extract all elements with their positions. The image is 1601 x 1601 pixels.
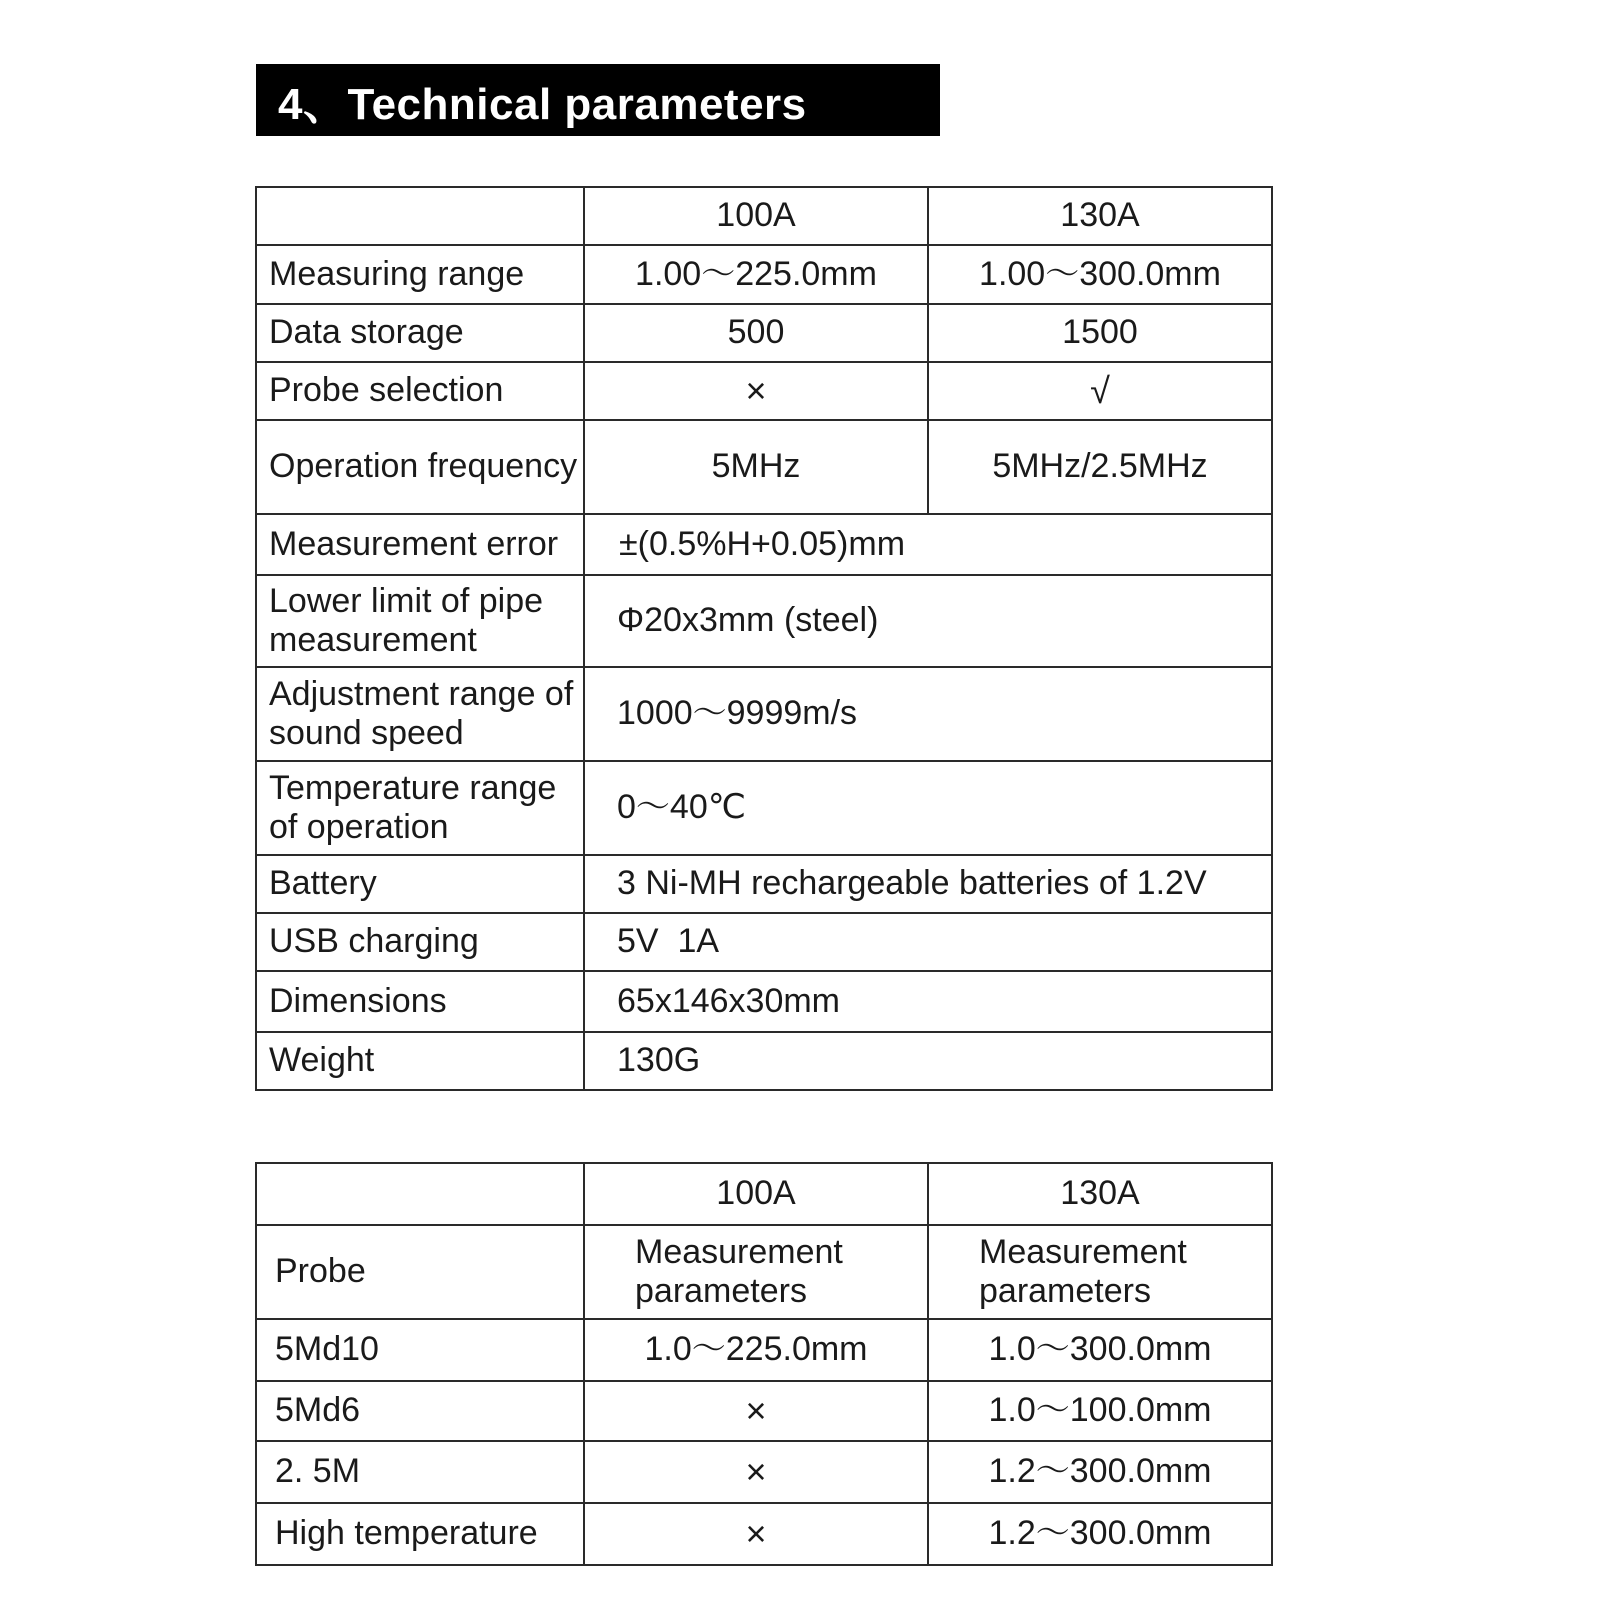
cross-icon: × — [584, 362, 928, 420]
header-130a: 130A — [928, 1163, 1272, 1225]
table-row — [256, 761, 1272, 855]
section-title-text: 4、Technical parameters — [278, 80, 807, 129]
row-label: Measurement error — [256, 514, 584, 575]
probe-parameters-table — [255, 1162, 1273, 1566]
table-row — [256, 1441, 1272, 1503]
cross-icon: × — [584, 1503, 928, 1565]
row-label: Probe — [256, 1225, 584, 1319]
cell-value: Φ20x3mm (steel) — [584, 575, 1272, 667]
cell-130a: 1500 — [928, 304, 1272, 362]
row-label: High temperature — [256, 1503, 584, 1565]
table-subheader-row — [256, 1225, 1272, 1319]
table-row — [256, 667, 1272, 761]
cell-130a: Measurement parameters — [928, 1225, 1272, 1319]
row-label: USB charging — [256, 913, 584, 971]
table-row — [256, 245, 1272, 304]
cell-value: ±(0.5%H+0.05)mm — [584, 514, 1272, 575]
cell-100a: 500 — [584, 304, 928, 362]
row-label: Battery — [256, 855, 584, 913]
row-label: Dimensions — [256, 971, 584, 1032]
cell-value: 1000～9999m/s — [584, 667, 1272, 761]
cell-100a: 1.00～225.0mm — [584, 245, 928, 304]
table-row — [256, 304, 1272, 362]
cross-icon: × — [584, 1381, 928, 1441]
cell-130a: 1.2～300.0mm — [928, 1441, 1272, 1503]
row-label: Operation frequency — [256, 420, 584, 514]
check-icon: √ — [928, 362, 1272, 420]
row-label: Weight — [256, 1032, 584, 1090]
row-label: Data storage — [256, 304, 584, 362]
section-title — [256, 64, 940, 136]
cell-value: 5V 1A — [584, 913, 1272, 971]
table-row — [256, 855, 1272, 913]
table-row — [256, 362, 1272, 420]
table-row — [256, 514, 1272, 575]
table-row — [256, 420, 1272, 514]
row-label: Adjustment range of sound speed — [256, 667, 584, 761]
table-row — [256, 1319, 1272, 1381]
cell-100a: Measurement parameters — [584, 1225, 928, 1319]
header-empty-cell — [256, 187, 584, 245]
table-row — [256, 575, 1272, 667]
cell-value: 3 Ni-MH rechargeable batteries of 1.2V — [584, 855, 1272, 913]
cell-130a: 5MHz/2.5MHz — [928, 420, 1272, 514]
row-label: 2. 5M — [256, 1441, 584, 1503]
cell-130a: 1.0～300.0mm — [928, 1319, 1272, 1381]
table-header-row — [256, 1163, 1272, 1225]
table-row — [256, 1032, 1272, 1090]
cell-value: 65x146x30mm — [584, 971, 1272, 1032]
table-row — [256, 1381, 1272, 1441]
cross-icon: × — [584, 1441, 928, 1503]
row-label: 5Md6 — [256, 1381, 584, 1441]
cell-130a: 1.0～100.0mm — [928, 1381, 1272, 1441]
row-label: Temperature range of operation — [256, 761, 584, 855]
row-label: Lower limit of pipe measurement — [256, 575, 584, 667]
table-row — [256, 1503, 1272, 1565]
table-row — [256, 971, 1272, 1032]
table-header-row — [256, 187, 1272, 245]
technical-parameters-table — [255, 186, 1273, 1091]
cell-130a: 1.00～300.0mm — [928, 245, 1272, 304]
cell-130a: 1.2～300.0mm — [928, 1503, 1272, 1565]
row-label: Measuring range — [256, 245, 584, 304]
cell-100a: 5MHz — [584, 420, 928, 514]
cell-value: 0～40℃ — [584, 761, 1272, 855]
table-row — [256, 913, 1272, 971]
cell-100a: 1.0～225.0mm — [584, 1319, 928, 1381]
header-empty-cell — [256, 1163, 584, 1225]
row-label: Probe selection — [256, 362, 584, 420]
header-100a: 100A — [584, 187, 928, 245]
header-100a: 100A — [584, 1163, 928, 1225]
cell-value: 130G — [584, 1032, 1272, 1090]
row-label: 5Md10 — [256, 1319, 584, 1381]
header-130a: 130A — [928, 187, 1272, 245]
